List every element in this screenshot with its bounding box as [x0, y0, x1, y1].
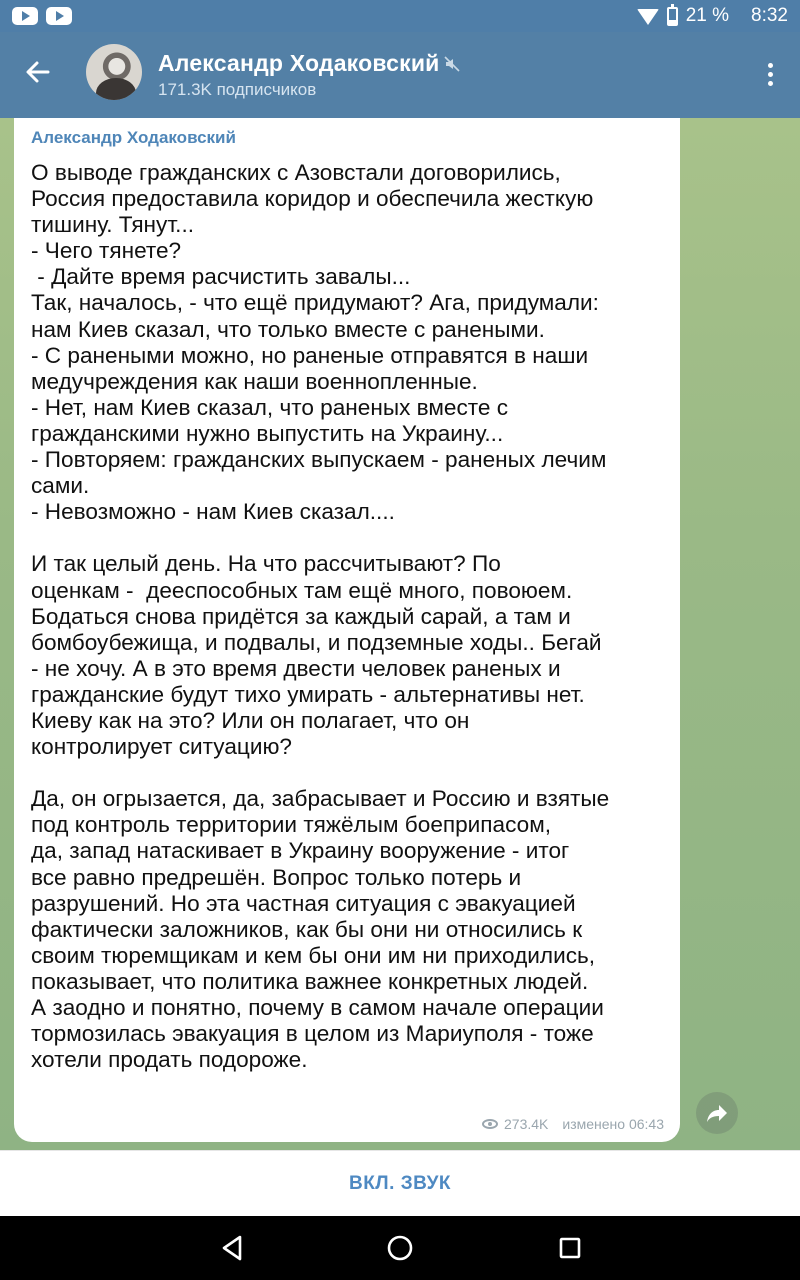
square-recents-icon	[554, 1232, 586, 1264]
status-bar	[0, 0, 800, 32]
wifi-icon	[637, 9, 659, 25]
share-icon	[696, 1092, 738, 1134]
arrow-left-icon	[18, 52, 58, 92]
message-author[interactable]: Александр Ходаковский	[31, 128, 236, 147]
battery-percent: 21 %	[685, 5, 730, 26]
nav-home-button[interactable]	[384, 1232, 416, 1264]
clock: 8:32	[751, 5, 788, 26]
more-vert-icon[interactable]	[760, 54, 780, 94]
message-text: О выводе гражданских с Азовстали договорились, Россия предоставила коридор и обеспечила жесткую тишину. Тянут... - Чего тянете? - Дайте время расчистить завалы... Так, началось, - что ещё придумают? Ага, придумали: нам Киев сказал, что только вместе с ранеными. - С ранеными можно, но раненые отправятся в наши медучреждения как наши военнопленные. - Нет, нам Киев сказал, что раненых вместе с гражданскими нужно выпустить на Украину... - Повторяем: гражданских выпускаем - раненых лечим сами. - Невозможно - нам Киев сказал.... И так целый день. На что рассчитывают? По оценкам - дееспособных там ещё много, повоюем. Бодаться снова придётся за каждый сарай, а там и бомбоубежища, и подвалы, и подземные ходы.. Бегай - не хочу. А в это время двести человек раненых и гражданские будут тихо умирать - альтернативы нет. Киеву как на это? Или он полагает, что он контролирует ситуацию? Да, он огрызается, да, забрасывает и Россию и взятые под контроль территории тяжёлым боеприпасом, да, запад натаскивает в Украину вооружение - итог все равно предрешён. Вопрос только потерь и разрушений. Но эта частная ситуация с эвакуацией фактически заложников, как бы они ни относились к своим тюремщикам и кем бы они им ни приходились, показывает, что политика важнее конкретных людей. А заодно и понятно, почему в самом начале операции тормозилась эвакуация в целом из Мариуполя - тоже хотели продать подороже.	[31, 160, 610, 1073]
edited-time: изменено 06:43	[562, 1116, 664, 1132]
channel-header	[0, 32, 800, 118]
youtube-notification-icon	[46, 7, 72, 25]
chat-area[interactable]	[0, 118, 800, 1150]
battery-icon	[667, 7, 678, 26]
back-button[interactable]	[18, 52, 58, 92]
muted-speaker-icon	[444, 56, 460, 72]
message-bubble[interactable]	[14, 118, 680, 1142]
youtube-notification-icon	[12, 7, 38, 25]
bottom-action-bar	[0, 1150, 800, 1216]
circle-home-icon	[384, 1232, 416, 1264]
notification-icons	[12, 7, 72, 25]
nav-back-button[interactable]	[216, 1232, 248, 1264]
nav-recents-button[interactable]	[554, 1232, 586, 1264]
triangle-back-icon	[216, 1232, 248, 1264]
share-button[interactable]	[696, 1092, 738, 1134]
view-count: 273.4K	[504, 1116, 549, 1132]
message-meta	[482, 1116, 664, 1132]
channel-avatar[interactable]	[86, 44, 142, 100]
unmute-button[interactable]: ВКЛ. ЗВУК	[348, 1172, 452, 1194]
subscriber-count: 171.3K подписчиков	[158, 80, 317, 99]
channel-title[interactable]: Александр Ходаковский	[158, 50, 440, 76]
system-nav-bar	[0, 1216, 800, 1280]
eye-icon	[482, 1119, 498, 1129]
